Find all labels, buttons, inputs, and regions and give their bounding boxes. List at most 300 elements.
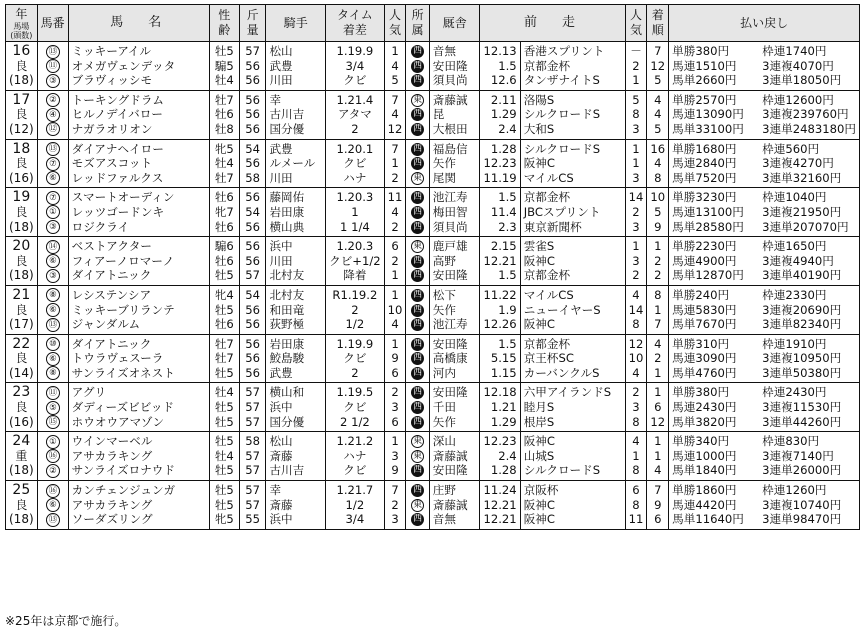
stable-affiliation <box>406 139 429 156</box>
stable-affiliation <box>406 59 429 74</box>
sex-age: 牡5 <box>209 415 239 432</box>
carried-weight: 56 <box>239 188 266 205</box>
time-margin: 降着 <box>326 268 385 285</box>
jockey-name: 鮫島駿 <box>266 351 326 366</box>
prev-race-name: ニューイヤーS <box>520 303 625 318</box>
jockey-name: 古川吉 <box>266 463 326 480</box>
post-number: ⑬ <box>46 45 60 59</box>
horse-name: トウラヴェスーラ <box>68 351 209 366</box>
trainer-name: 安田隆 <box>429 383 480 400</box>
payout-left: 馬単12870円 <box>672 268 744 283</box>
payout-right: 3連複4270円 <box>762 156 834 171</box>
carried-weight: 56 <box>239 220 266 237</box>
sex-age: 牡5 <box>209 268 239 285</box>
popularity: 4 <box>384 317 406 334</box>
horse-name: トーキングドラム <box>68 90 209 107</box>
west-stable-badge: 西 <box>413 60 423 71</box>
header-trainer: 厩舎 <box>429 5 480 42</box>
west-stable-badge: 西 <box>413 255 423 266</box>
prev-race-date: 1.5 <box>480 59 520 74</box>
results-table-wrap <box>5 4 860 530</box>
trainer-name: 安田隆 <box>429 334 480 351</box>
carried-weight: 56 <box>239 122 266 139</box>
sex-age: 牝5 <box>209 512 239 529</box>
jockey-name: 幸 <box>266 90 326 107</box>
table-row <box>6 317 860 334</box>
prev-race-date: 11.19 <box>480 171 520 188</box>
prev-finish: 7 <box>647 317 669 334</box>
post-cell <box>37 122 68 139</box>
payout-right: 3連単207070円 <box>762 219 849 234</box>
west-stable-badge: 西 <box>413 270 423 281</box>
race-group <box>6 237 860 286</box>
carried-weight: 56 <box>239 59 266 74</box>
horse-name: レッドファルクス <box>68 171 209 188</box>
field-size: (17) <box>6 317 38 334</box>
prev-race-date: 1.28 <box>480 139 520 156</box>
payout-right: 3連複4070円 <box>762 58 834 73</box>
payout-cell <box>669 90 860 107</box>
horse-name: ヒルノデイバロー <box>68 107 209 122</box>
prev-race-name: 雲雀S <box>520 237 625 254</box>
payout-left: 馬連4420円 <box>672 497 737 512</box>
track-condition: 良 <box>6 59 38 74</box>
horse-name: ブラヴィッシモ <box>68 73 209 90</box>
carried-weight: 57 <box>239 268 266 285</box>
stable-affiliation <box>406 512 429 529</box>
popularity: 9 <box>384 351 406 366</box>
payout-cell <box>669 237 860 254</box>
stable-affiliation <box>406 334 429 351</box>
payout-cell <box>669 400 860 415</box>
post-number: ⑤ <box>46 401 60 415</box>
time-margin: クビ <box>326 351 385 366</box>
prev-finish: 10 <box>647 188 669 205</box>
popularity: 2 <box>384 254 406 269</box>
payout-left: 単勝310円 <box>672 336 730 351</box>
prev-race-name: 香港スプリント <box>520 42 625 59</box>
west-stable-badge: 西 <box>413 387 423 398</box>
post-cell <box>37 383 68 400</box>
payout-right: 枠連1910円 <box>762 336 827 351</box>
prev-finish: 5 <box>647 73 669 90</box>
prev-popularity: 3 <box>625 254 647 269</box>
post-number: ⑥ <box>46 254 60 268</box>
sex-age: 牡6 <box>209 188 239 205</box>
horse-name: ダイアトニック <box>68 268 209 285</box>
post-cell <box>37 400 68 415</box>
popularity: 1 <box>384 42 406 59</box>
prev-finish: 2 <box>647 254 669 269</box>
trainer-name: 千田 <box>429 400 480 415</box>
carried-weight: 58 <box>239 171 266 188</box>
prev-finish: 5 <box>647 122 669 139</box>
popularity: 2 <box>384 171 406 188</box>
prev-race-name: JBCスプリント <box>520 205 625 220</box>
carried-weight: 56 <box>239 237 266 254</box>
payout-cell <box>669 107 860 122</box>
field-size: (16) <box>6 415 38 432</box>
popularity: 1 <box>384 268 406 285</box>
prev-race-date: 11.22 <box>480 285 520 302</box>
payout-cell <box>669 512 860 529</box>
horse-name: アグリ <box>68 383 209 400</box>
field-size: (18) <box>6 512 38 529</box>
payout-left: 馬連1000円 <box>672 448 737 463</box>
race-group <box>6 334 860 383</box>
carried-weight: 57 <box>239 481 266 498</box>
popularity: 2 <box>384 220 406 237</box>
sex-age: 牡8 <box>209 122 239 139</box>
prev-race-name: 洛陽S <box>520 90 625 107</box>
payout-left: 馬単1840円 <box>672 463 737 478</box>
prev-race-name: シルクロードS <box>520 139 625 156</box>
jockey-name: 北村友 <box>266 268 326 285</box>
payout-cell <box>669 156 860 171</box>
footnote: ※25年は京都で施行。 <box>5 614 127 628</box>
post-cell <box>37 205 68 220</box>
post-cell <box>37 171 68 188</box>
race-group <box>6 139 860 188</box>
prev-race-date: 11.24 <box>480 481 520 498</box>
payout-left: 単勝380円 <box>672 385 730 400</box>
post-number: ③ <box>46 74 60 88</box>
prev-popularity: 1 <box>625 139 647 156</box>
payout-right: 3連単40190円 <box>762 268 842 283</box>
prev-popularity: 4 <box>625 366 647 383</box>
post-cell <box>37 59 68 74</box>
table-row <box>6 171 860 188</box>
stable-affiliation <box>406 285 429 302</box>
west-stable-badge: 西 <box>413 109 423 120</box>
table-row <box>6 59 860 74</box>
popularity: 1 <box>384 285 406 302</box>
time-margin: 1.19.5 <box>326 383 385 400</box>
prev-race-date: 2.11 <box>480 90 520 107</box>
header-year: 年 馬場 (頭数) <box>6 5 38 42</box>
popularity: 6 <box>384 415 406 432</box>
prev-finish: 1 <box>647 303 669 318</box>
sex-age: 牝4 <box>209 285 239 302</box>
prev-popularity: 3 <box>625 220 647 237</box>
carried-weight: 56 <box>239 303 266 318</box>
horse-name: ダイアトニック <box>68 334 209 351</box>
payout-left: 馬連2840円 <box>672 156 737 171</box>
trainer-name: 梅田智 <box>429 205 480 220</box>
carried-weight: 57 <box>239 463 266 480</box>
track-condition: 重 <box>6 449 38 464</box>
prev-race-date: 12.21 <box>480 498 520 513</box>
stable-affiliation <box>406 156 429 171</box>
trainer-name: 矢作 <box>429 303 480 318</box>
horse-name: モズアスコット <box>68 156 209 171</box>
jockey-name: 松山 <box>266 432 326 449</box>
stable-affiliation <box>406 498 429 513</box>
horse-name: アサカラキング <box>68 449 209 464</box>
prev-popularity: 4 <box>625 285 647 302</box>
sex-age: 牝7 <box>209 205 239 220</box>
post-number: ② <box>46 93 60 107</box>
payout-left: 単勝1860円 <box>672 483 737 498</box>
sex-age: 牡5 <box>209 400 239 415</box>
post-number: ⑮ <box>46 415 60 429</box>
header-jockey: 騎手 <box>266 5 326 42</box>
sex-age: 牡6 <box>209 317 239 334</box>
table-row <box>6 463 860 480</box>
popularity: 6 <box>384 366 406 383</box>
prev-popularity: 1 <box>625 237 647 254</box>
prev-finish: 4 <box>647 156 669 171</box>
carried-weight: 57 <box>239 498 266 513</box>
post-cell <box>37 237 68 254</box>
payout-right: 枠連1740円 <box>762 44 827 58</box>
time-margin: 1.20.3 <box>326 237 385 254</box>
race-group <box>6 285 860 334</box>
prev-race-name: 阪神C <box>520 512 625 529</box>
header-post: 馬番 <box>37 5 68 42</box>
sex-age: 牡7 <box>209 171 239 188</box>
prev-finish: 2 <box>647 268 669 285</box>
payout-cell <box>669 366 860 383</box>
prev-race-name: 阪神C <box>520 498 625 513</box>
payout-left: 単勝240円 <box>672 287 730 302</box>
track-condition: 良 <box>6 498 38 513</box>
prev-race-date: 12.13 <box>480 42 520 59</box>
popularity: 11 <box>384 188 406 205</box>
post-cell <box>37 107 68 122</box>
trainer-name: 安田隆 <box>429 463 480 480</box>
payout-cell <box>669 351 860 366</box>
jockey-name: 武豊 <box>266 59 326 74</box>
trainer-name: 須貝尚 <box>429 73 480 90</box>
carried-weight: 56 <box>239 156 266 171</box>
post-cell <box>37 317 68 334</box>
prev-popularity: 8 <box>625 498 647 513</box>
jockey-name: 松山 <box>266 42 326 59</box>
payout-right: 枠連2430円 <box>762 385 827 400</box>
time-margin: クビ <box>326 73 385 90</box>
payout-right: 3連複10950円 <box>762 351 842 366</box>
track-condition: 良 <box>6 303 38 318</box>
field-size: (16) <box>6 171 38 188</box>
time-margin: 1/2 <box>326 498 385 513</box>
post-number: ⑭ <box>46 240 60 254</box>
popularity: 1 <box>384 432 406 449</box>
post-number: ④ <box>46 108 60 122</box>
sex-age: 牡5 <box>209 432 239 449</box>
west-stable-badge: 西 <box>413 206 423 217</box>
field-size: (18) <box>6 73 38 90</box>
table-row <box>6 512 860 529</box>
payout-cell <box>669 285 860 302</box>
table-row <box>6 237 860 254</box>
prev-race-name: 京都金杯 <box>520 268 625 285</box>
sex-age: 牝5 <box>209 139 239 156</box>
trainer-name: 鹿戸雄 <box>429 237 480 254</box>
table-row <box>6 303 860 318</box>
payout-right: 3連複21950円 <box>762 204 842 219</box>
payout-left: 馬連4900円 <box>672 253 737 268</box>
post-number: ⑬ <box>46 513 60 527</box>
prev-finish: 8 <box>647 285 669 302</box>
jockey-name: 和田竜 <box>266 303 326 318</box>
trainer-name: 池江寿 <box>429 317 480 334</box>
jockey-name: 横山典 <box>266 220 326 237</box>
payout-right: 枠連2330円 <box>762 287 827 302</box>
payout-right: 3連単26000円 <box>762 463 842 478</box>
prev-popularity: 2 <box>625 205 647 220</box>
post-number: ⑫ <box>46 122 60 136</box>
prev-race-name: 東京新聞杯 <box>520 220 625 237</box>
jockey-name: 国分優 <box>266 122 326 139</box>
payout-left: 馬単11640円 <box>672 512 744 527</box>
prev-finish: 7 <box>647 481 669 498</box>
post-number: ⑧ <box>46 288 60 302</box>
payout-left: 馬単7670円 <box>672 317 737 332</box>
post-cell <box>37 303 68 318</box>
time-margin: 1 1/4 <box>326 220 385 237</box>
race-year: 25 <box>6 481 38 498</box>
post-number: ⑦ <box>46 157 60 171</box>
payout-left: 馬単33100円 <box>672 121 744 136</box>
carried-weight: 56 <box>239 317 266 334</box>
time-margin: 1.20.1 <box>326 139 385 156</box>
prev-popularity: 6 <box>625 481 647 498</box>
payout-left: 単勝2570円 <box>672 92 737 107</box>
payout-cell <box>669 59 860 74</box>
horse-name: スマートオーディン <box>68 188 209 205</box>
time-margin: クビ <box>326 400 385 415</box>
horse-name: カンチェンジュンガ <box>68 481 209 498</box>
popularity: 12 <box>384 122 406 139</box>
post-number: ⑧ <box>46 366 60 380</box>
prev-race-name: 阪神C <box>520 317 625 334</box>
carried-weight: 57 <box>239 415 266 432</box>
prev-popularity: 1 <box>625 449 647 464</box>
popularity: 4 <box>384 59 406 74</box>
payout-cell <box>669 188 860 205</box>
jockey-name: 藤岡佑 <box>266 188 326 205</box>
east-stable-badge: 東 <box>413 450 423 461</box>
prev-race-date: 2.4 <box>480 449 520 464</box>
prev-popularity: 2 <box>625 268 647 285</box>
east-stable-badge: 東 <box>413 172 423 183</box>
time-margin: 1.19.9 <box>326 42 385 59</box>
time-margin: アタマ <box>326 107 385 122</box>
payout-right: 枠連12600円 <box>762 92 834 107</box>
prev-popularity: － <box>625 42 647 59</box>
header-sex-age: 性 齢 <box>209 5 239 42</box>
prev-finish: 6 <box>647 512 669 529</box>
popularity: 7 <box>384 139 406 156</box>
prev-race-name: カーバンクルS <box>520 366 625 383</box>
trainer-name: 高橋康 <box>429 351 480 366</box>
post-number: ② <box>46 464 60 478</box>
carried-weight: 57 <box>239 400 266 415</box>
prev-race-date: 12.6 <box>480 73 520 90</box>
sex-age: 騸6 <box>209 237 239 254</box>
payout-left: 馬連5830円 <box>672 302 737 317</box>
track-condition: 良 <box>6 107 38 122</box>
stable-affiliation <box>406 42 429 59</box>
payout-cell <box>669 139 860 156</box>
prev-finish: 1 <box>647 366 669 383</box>
post-number: ① <box>46 205 60 219</box>
carried-weight: 56 <box>239 334 266 351</box>
trainer-name: 音無 <box>429 512 480 529</box>
sex-age: 牡6 <box>209 220 239 237</box>
carried-weight: 57 <box>239 449 266 464</box>
sex-age: 牡5 <box>209 463 239 480</box>
trainer-name: 池江寿 <box>429 188 480 205</box>
post-number: ⑬ <box>46 142 60 156</box>
trainer-name: 庄野 <box>429 481 480 498</box>
prev-race-name: 睦月S <box>520 400 625 415</box>
payout-right: 3連複11530円 <box>762 400 842 415</box>
post-number: ⑯ <box>46 484 60 498</box>
carried-weight: 55 <box>239 512 266 529</box>
stable-affiliation <box>406 351 429 366</box>
field-size: (18) <box>6 268 38 285</box>
west-stable-badge: 西 <box>413 338 423 349</box>
table-row <box>6 139 860 156</box>
stable-affiliation <box>406 254 429 269</box>
prev-finish: 6 <box>647 400 669 415</box>
prev-popularity: 4 <box>625 432 647 449</box>
horse-name: レシステンシア <box>68 285 209 302</box>
trainer-name: 安田隆 <box>429 59 480 74</box>
prev-race-date: 1.29 <box>480 107 520 122</box>
payout-right: 3連複20690円 <box>762 302 842 317</box>
stable-affiliation <box>406 383 429 400</box>
jockey-name: 武豊 <box>266 139 326 156</box>
time-margin: 2 <box>326 366 385 383</box>
payout-left: 単勝1680円 <box>672 141 737 156</box>
post-cell <box>37 90 68 107</box>
prev-race-date: 12.26 <box>480 317 520 334</box>
prev-finish: 16 <box>647 139 669 156</box>
payout-left: 単勝3230円 <box>672 190 737 205</box>
west-stable-badge: 西 <box>413 75 423 86</box>
table-row <box>6 366 860 383</box>
race-year: 17 <box>6 90 38 107</box>
payout-cell <box>669 42 860 59</box>
west-stable-badge: 西 <box>413 46 423 56</box>
prev-popularity: 5 <box>625 90 647 107</box>
time-margin: R1.19.2 <box>326 285 385 302</box>
horse-name: ミッキーブリランテ <box>68 303 209 318</box>
prev-popularity: 14 <box>625 303 647 318</box>
sex-age: 牡6 <box>209 107 239 122</box>
track-condition: 良 <box>6 400 38 415</box>
prev-race-date: 2.3 <box>480 220 520 237</box>
header-previous-race: 前 走 <box>480 5 625 42</box>
table-row <box>6 156 860 171</box>
prev-race-date: 12.21 <box>480 254 520 269</box>
payout-right: 3連複7140円 <box>762 448 834 463</box>
prev-race-name: 京都金杯 <box>520 334 625 351</box>
prev-finish: 4 <box>647 334 669 351</box>
stable-affiliation <box>406 449 429 464</box>
prev-popularity: 8 <box>625 107 647 122</box>
prev-race-date: 2.15 <box>480 237 520 254</box>
horse-name: フィアーノロマーノ <box>68 254 209 269</box>
carried-weight: 56 <box>239 366 266 383</box>
post-cell <box>37 285 68 302</box>
race-year: 23 <box>6 383 38 400</box>
trainer-name: 斎藤誠 <box>429 90 480 107</box>
payout-left: 馬単2660円 <box>672 73 737 88</box>
